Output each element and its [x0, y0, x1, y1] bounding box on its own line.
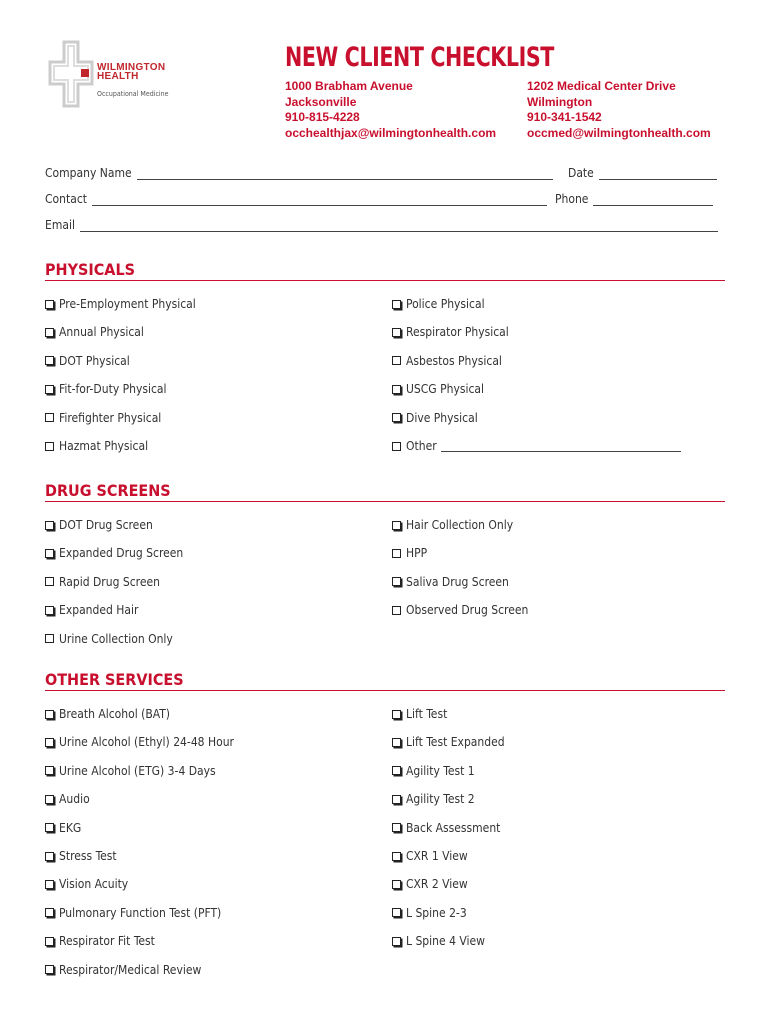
checklist-item[interactable] [392, 518, 513, 532]
checklist-item-label: Stress Test [59, 849, 117, 863]
checklist-item[interactable] [45, 849, 117, 863]
checklist-item[interactable] [392, 821, 500, 835]
checklist-item[interactable] [45, 382, 167, 396]
checkbox[interactable] [45, 328, 54, 337]
checklist-item[interactable] [45, 603, 138, 617]
checklist-item-label: CXR 2 View [406, 877, 468, 892]
checkbox[interactable] [45, 356, 54, 365]
checklist-item[interactable] [392, 382, 484, 396]
checklist-item[interactable] [392, 877, 468, 891]
location-wilmington: 1202 Medical Center Drive Wilmington 910-341-1542 occmed@wilmingtonhealth.com [527, 79, 711, 140]
page-title: NEW CLIENT CHECKLIST [285, 42, 554, 73]
checklist-item-label: Audio [59, 792, 90, 807]
company-name-field[interactable] [45, 166, 553, 180]
checklist-item[interactable] [392, 906, 467, 920]
checkbox[interactable] [392, 766, 401, 775]
checklist-item[interactable] [45, 632, 173, 646]
checklist-item[interactable] [45, 764, 216, 778]
checklist-item[interactable] [45, 575, 160, 589]
checkbox[interactable] [45, 908, 54, 917]
checkbox[interactable] [392, 300, 401, 309]
checkbox[interactable] [45, 965, 54, 974]
checkbox[interactable] [392, 356, 401, 365]
checkbox[interactable] [45, 577, 54, 586]
checklist-item-label: Expanded Hair [59, 603, 139, 618]
checklist-item-label: HPP [406, 546, 428, 561]
checkbox[interactable] [392, 710, 401, 719]
checklist-item-label: Urine Alcohol (Ethyl) 24-48 Hour [59, 735, 234, 750]
checklist-item-label: Vision Acuity [59, 877, 129, 892]
email-field[interactable] [45, 218, 718, 232]
checklist-item-label: DOT Drug Screen [59, 518, 153, 532]
checkbox[interactable] [45, 549, 54, 558]
checkbox[interactable] [392, 738, 401, 747]
location-jacksonville: 1000 Brabham Avenue Jacksonville 910-815-4228 occhealthjax@wilmingtonhealth.com [285, 79, 497, 140]
checkbox[interactable] [392, 385, 401, 394]
checklist-item-label: Rapid Drug Screen [59, 574, 160, 589]
checkbox[interactable] [392, 549, 401, 558]
checklist-item[interactable] [45, 325, 144, 339]
checkbox[interactable] [392, 937, 401, 946]
checklist-item-label: Expanded Drug Screen [59, 546, 184, 561]
checkbox[interactable] [45, 300, 54, 309]
logo-name: WILMINGTON HEALTH [97, 62, 166, 82]
checklist-item[interactable] [45, 934, 155, 948]
checklist-item[interactable] [45, 821, 81, 835]
checklist-item[interactable] [392, 297, 485, 311]
checklist-item[interactable] [45, 906, 221, 920]
contact-field[interactable] [45, 192, 547, 206]
checkbox[interactable] [45, 634, 54, 643]
checklist-item[interactable] [45, 354, 130, 368]
checklist-item-label: Pulmonary Function Test (PFT) [59, 905, 222, 920]
checklist-item[interactable] [392, 849, 468, 863]
checklist-item[interactable] [45, 518, 153, 532]
checkbox[interactable] [392, 413, 401, 422]
checklist-item[interactable] [45, 439, 148, 453]
checklist-item-label: Annual Physical [59, 325, 144, 340]
checkbox[interactable] [392, 577, 401, 586]
phone-label: Phone [555, 192, 589, 206]
checklist-item-label: Observed Drug Screen [406, 603, 529, 618]
checklist-item[interactable] [45, 792, 90, 806]
checklist-item[interactable] [392, 735, 505, 749]
checklist-item-label: EKG [59, 820, 82, 835]
checkbox[interactable] [45, 521, 54, 530]
other-input-line[interactable] [441, 440, 681, 452]
checklist-item-label: Fit-for-Duty Physical [59, 382, 167, 397]
checkbox[interactable] [45, 795, 54, 804]
checklist-item-label: Hair Collection Only [406, 518, 514, 532]
checkbox[interactable] [45, 606, 54, 615]
checklist-item[interactable] [392, 411, 478, 425]
checkbox[interactable] [45, 880, 54, 889]
checklist-item-label: Agility Test 1 [406, 763, 475, 778]
checklist-item-label: Other [406, 439, 437, 453]
checklist-item-label: DOT Physical [59, 353, 130, 368]
checklist-item-label: L Spine 2-3 [406, 905, 467, 920]
date-field[interactable] [568, 166, 717, 180]
checkbox[interactable] [392, 606, 401, 615]
checklist-item-label: Respirator Fit Test [59, 934, 155, 949]
checklist-item-label: Dive Physical [406, 410, 478, 425]
checkbox[interactable] [392, 880, 401, 889]
checklist-item[interactable] [392, 575, 509, 589]
checklist-item[interactable] [45, 735, 234, 749]
checkbox[interactable] [392, 823, 401, 832]
checkbox[interactable] [45, 766, 54, 775]
checklist-item-label: Back Assessment [406, 820, 501, 835]
checklist-item-label: Hazmat Physical [59, 439, 149, 453]
checkbox[interactable] [45, 442, 54, 451]
checklist-item-label: Asbestos Physical [406, 353, 502, 368]
checkbox[interactable] [45, 710, 54, 719]
checklist-item-label: Lift Test [406, 707, 448, 721]
checklist-item[interactable] [45, 963, 201, 977]
checklist-item-label: Urine Collection Only [59, 631, 173, 646]
checkbox[interactable] [392, 908, 401, 917]
checkbox[interactable] [392, 442, 401, 451]
checklist-item[interactable] [45, 546, 183, 560]
checklist-item-label: CXR 1 View [406, 849, 468, 863]
section-heading: DRUG SCREENS [45, 481, 725, 502]
checklist-item-label: Police Physical [406, 297, 485, 311]
checkbox[interactable] [392, 852, 401, 861]
checklist-item-label: Agility Test 2 [406, 792, 475, 807]
checklist-item-label: Saliva Drug Screen [406, 574, 509, 589]
checklist-item[interactable] [45, 411, 161, 425]
checklist-item[interactable] [45, 877, 128, 891]
checklist-item-label: L Spine 4 View [406, 934, 485, 949]
logo-subtitle: Occupational Medicine [97, 90, 169, 98]
checklist-item-label: USCG Physical [406, 382, 485, 397]
checkbox[interactable] [392, 328, 401, 337]
checklist-item-label: Urine Alcohol (ETG) 3-4 Days [59, 763, 216, 778]
checklist-item[interactable] [45, 707, 170, 721]
checklist-item[interactable] [392, 707, 447, 721]
checklist-item[interactable] [392, 934, 485, 948]
section-heading: PHYSICALS [45, 260, 725, 281]
date-label: Date [568, 166, 594, 180]
checklist-item-label: Firefighter Physical [59, 410, 162, 425]
company-label: Company Name [45, 166, 132, 180]
checkbox[interactable] [45, 852, 54, 861]
checklist-item-label: Respirator/Medical Review [59, 962, 202, 977]
checklist-item[interactable] [45, 297, 196, 311]
checklist-item[interactable] [392, 792, 475, 806]
checklist-item-label: Breath Alcohol (BAT) [59, 707, 171, 721]
checkbox[interactable] [392, 795, 401, 804]
checkbox[interactable] [45, 738, 54, 747]
checklist-item-label: Pre-Employment Physical [59, 297, 196, 311]
checkbox[interactable] [392, 521, 401, 530]
checkbox[interactable] [45, 385, 54, 394]
checklist-item[interactable] [392, 439, 681, 453]
checkbox[interactable] [45, 937, 54, 946]
checkbox[interactable] [45, 413, 54, 422]
phone-field[interactable] [555, 192, 713, 206]
section-heading: OTHER SERVICES [45, 670, 725, 691]
checklist-item[interactable] [392, 546, 427, 560]
contact-label: Contact [45, 192, 87, 206]
checklist-item[interactable] [392, 325, 509, 339]
checkbox[interactable] [45, 823, 54, 832]
logo-cross-icon [48, 40, 94, 108]
checklist-item-label: Lift Test Expanded [406, 735, 505, 750]
checklist-item[interactable] [392, 354, 502, 368]
checklist-item-label: Respirator Physical [406, 325, 509, 340]
email-label: Email [45, 218, 75, 232]
checklist-item[interactable] [392, 764, 475, 778]
checklist-item[interactable] [392, 603, 528, 617]
